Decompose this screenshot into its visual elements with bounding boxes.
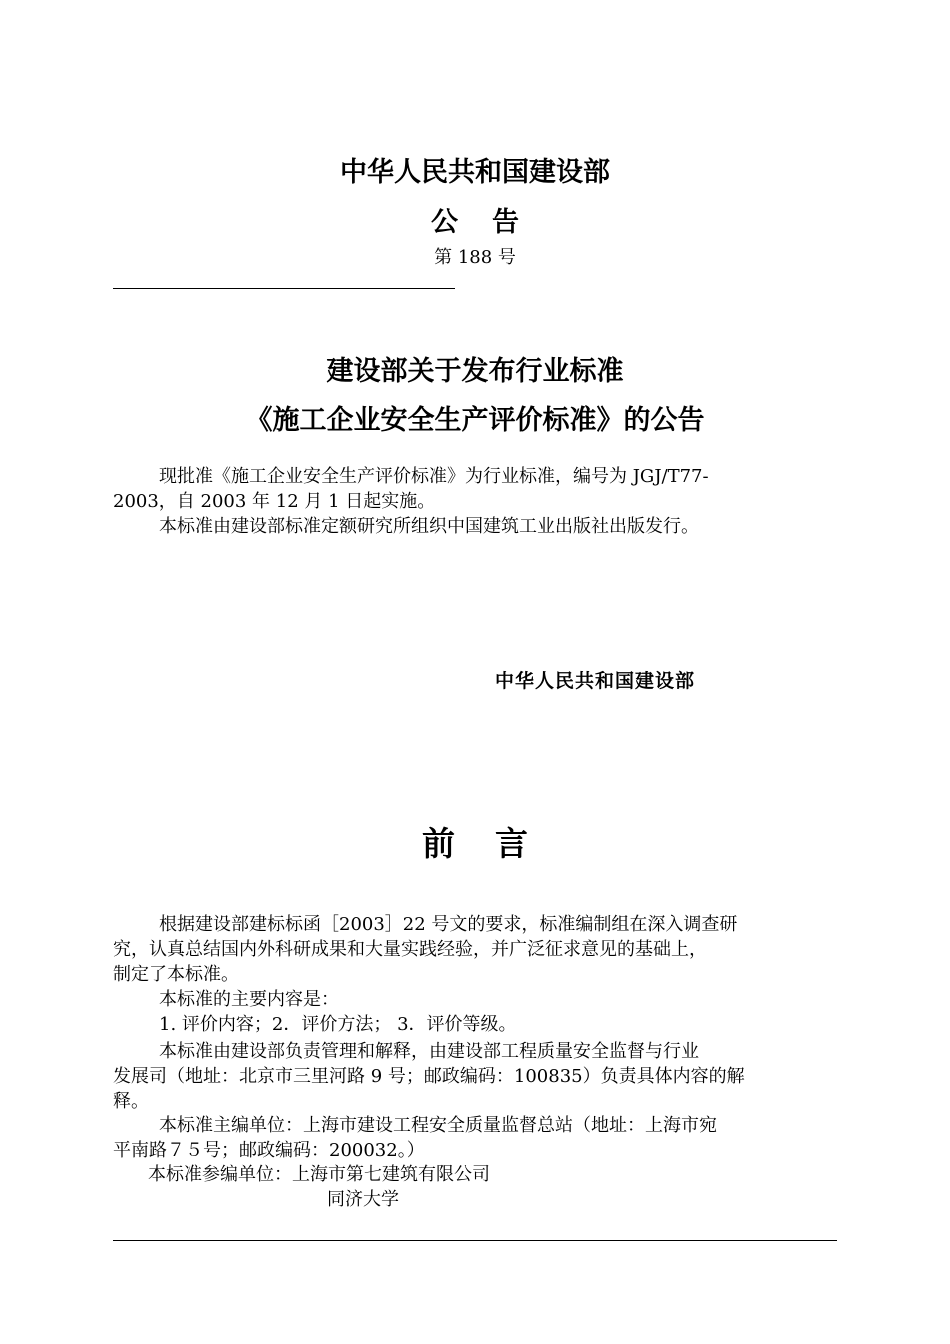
preface-participating-unit-2 xyxy=(327,1187,950,1212)
preface-content-list xyxy=(113,1012,837,1037)
paragraph-line: 1. 评价内容；2．评价方法； 3．评价等级。 xyxy=(159,1014,517,1035)
announcement-title-line2: 《施工企业安全生产评价标准》的公告 xyxy=(245,405,705,436)
preface-paragraph-1 xyxy=(113,912,837,987)
paragraph-line: 本标准由建设部负责管理和解释，由建设部工程质量安全监督与行业 xyxy=(159,1041,699,1062)
preface-paragraph-2 xyxy=(113,987,837,1012)
paragraph-line: 本标准主编单位：上海市建设工程安全质量监督总站（地址：上海市宛 xyxy=(159,1115,717,1136)
preface-participating-unit-1 xyxy=(148,1162,872,1187)
paragraph-line: 2003，自 2003 年 12 月 1 日起实施。 xyxy=(113,491,436,512)
paragraph-line: 本标准由建设部标准定额研究所组织中国建筑工业出版社出版发行。 xyxy=(159,516,699,537)
paragraph-line: 发展司（地址：北京市三里河路 9 号；邮政编码：100835）负责具体内容的解 xyxy=(113,1066,745,1087)
paragraph-line: 释。 xyxy=(113,1091,149,1112)
paragraph-line: 根据建设部建标标函［2003］22 号文的要求，标准编制组在深入调查研 xyxy=(159,914,738,935)
preface-paragraph-4 xyxy=(113,1113,837,1163)
paragraph-line: 本标准参编单位：上海市第七建筑有限公司 xyxy=(148,1164,490,1185)
issuing-organization: 中华人民共和国建设部 xyxy=(340,157,610,188)
announcement-signature: 中华人民共和国建设部 xyxy=(495,670,696,692)
footer-divider xyxy=(113,1240,837,1241)
paragraph-line: 究，认真总结国内外科研成果和大量实践经验，并广泛征求意见的基础上， xyxy=(113,939,707,960)
paragraph-line: 本标准的主要内容是： xyxy=(159,989,339,1010)
notice-number: 第 188 号 xyxy=(434,247,516,268)
paragraph-line: 同济大学 xyxy=(327,1189,399,1210)
paragraph-line: 制定了本标准。 xyxy=(113,964,239,985)
header-divider xyxy=(113,288,455,289)
announcement-title-line1: 建设部关于发布行业标准 xyxy=(326,356,624,387)
paragraph-line: 平南路７５号；邮政编码：200032。） xyxy=(113,1140,425,1161)
preface-title: 前言 xyxy=(422,824,568,863)
announcement-paragraph-2 xyxy=(113,514,837,539)
notice-heading: 公告 xyxy=(431,207,553,238)
announcement-paragraph-1 xyxy=(113,464,837,514)
preface-paragraph-3 xyxy=(113,1039,837,1114)
paragraph-line: 现批准《施工企业安全生产评价标准》为行业标准，编号为 JGJ/T77- xyxy=(159,466,709,487)
